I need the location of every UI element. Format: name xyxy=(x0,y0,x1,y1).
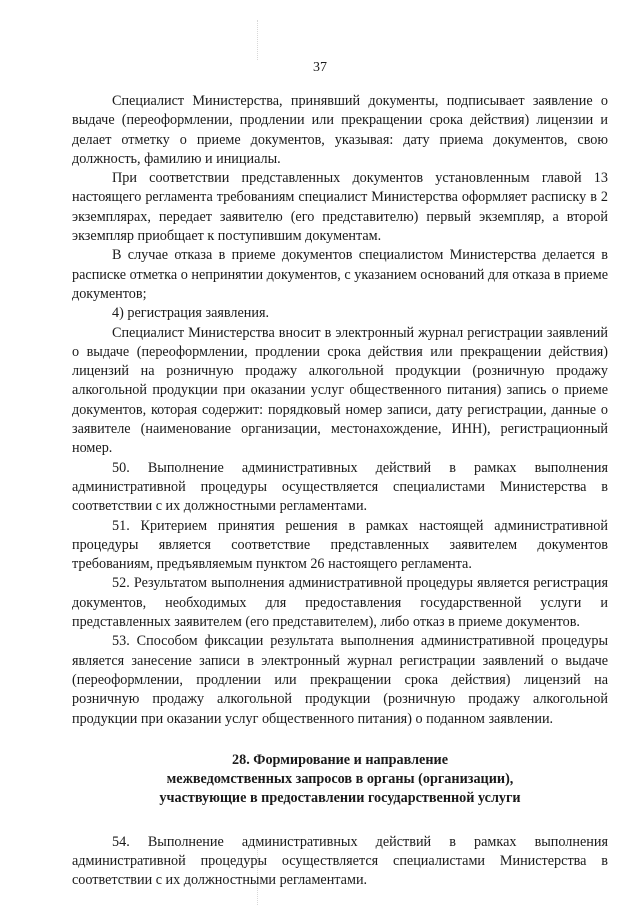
section-heading-line: межведомственных запросов в органы (организации), xyxy=(166,771,514,788)
paragraph-item-54: 54. Выполнение административных действий в рамках выполнения административной процедуры осуществляется специалистами Министерства в соответствии с их должностными регламентами. xyxy=(72,833,608,889)
section-heading-28 xyxy=(72,751,608,809)
paragraph-item-50: 50. Выполнение административных действий в рамках выполнения административной процедуры осуществляется специалистами Министерства в соответствии с их должностными регламентами. xyxy=(72,459,608,515)
paragraph-registration-step: 4) регистрация заявления. xyxy=(112,305,270,322)
document-body xyxy=(72,92,608,891)
paragraph-journal-entry: Специалист Министерства вносит в электронный журнал регистрации заявлений о выдаче (переоформлении, продлении срока действия или прекращении действия) лицензий на розничную продажу алкогольной продукции (розничную продажу алкогольной продукции при оказании услуг общественного питания) запись о приеме документов, которая содержит: порядковый номер записи, дату регистрации, данные о заявителе (наименование организации, местонахождение, ИНН), регистрационный номер. xyxy=(72,324,608,457)
scan-fold-mark-top xyxy=(257,20,258,60)
page-number: 37 xyxy=(313,60,327,75)
paragraph-receipt-issued: При соответствии представленных документов установленным главой 13 настоящего регламента требованиям специалист Министерства оформляет расписку в 2 экземплярах, передает заявителю (его представителю) первый экземпляр, а второй экземпляр приобщает к поступившим документам. xyxy=(72,170,608,245)
section-heading-line: участвующие в предоставлении государственной услуги xyxy=(159,790,521,807)
paragraph-item-52: 52. Результатом выполнения административной процедуры является регистрация документов, необходимых для предоставления государственной услуги и представленных заявителем (его представителем), либо отказ в приеме документов. xyxy=(72,575,608,631)
paragraph-specialist-signs: Специалист Министерства, принявший документы, подписывает заявление о выдаче (переоформлении, продлении или прекращении срока действия) лицензии и делает отметку о приеме документов, указывая: дату приема документов, свою должность, фамилию и инициалы. xyxy=(72,93,608,167)
paragraph-refusal-note: В случае отказа в приеме документов специалистом Министерства делается в расписке отметка о непринятии документов, с указанием оснований для отказа в приеме документов; xyxy=(72,247,608,302)
paragraph-item-51: 51. Критерием принятия решения в рамках настоящей административной процедуры является соответствие представленных заявителем документов требованиям, предъявляемым пунктом 26 настоящего регламента. xyxy=(72,517,608,573)
section-heading-line: 28. Формирование и направление xyxy=(232,751,448,768)
paragraph-item-53: 53. Способом фиксации результата выполнения административной процедуры является занесение записи в электронный журнал регистрации заявлений о выдаче (переоформлении, продлении или прекращении срока действия) лицензий на розничную продажу алкогольной продукции (розничную продажу алкогольной продукции при оказании услуг общественного питания) о поданном заявлении. xyxy=(72,633,608,727)
